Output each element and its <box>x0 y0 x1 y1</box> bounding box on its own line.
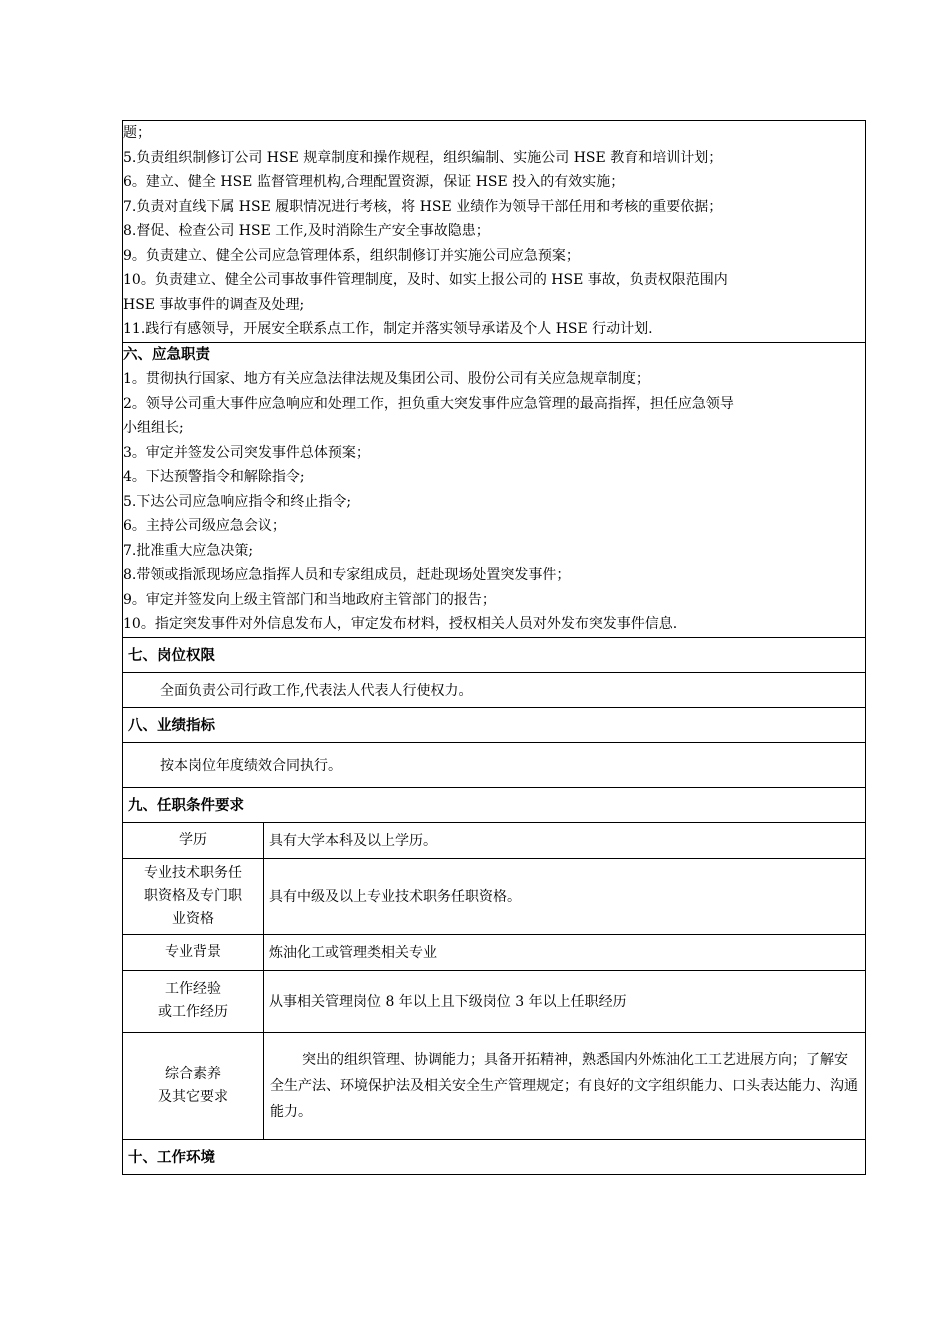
s6-line: 2。领导公司重大事件应急响应和处理工作，担负重大突发事件应急管理的最高指挥，担任应急领导 <box>123 395 734 412</box>
s5-line: 11.践行有感领导，开展安全联系点工作，制定并落实领导承诺及个人 HSE 行动计划. <box>123 321 653 337</box>
requirement-value: 具有大学本科及以上学历。 <box>264 822 866 858</box>
requirement-row-education <box>123 822 866 858</box>
requirement-label <box>123 970 264 1032</box>
section-8-title-row <box>123 707 866 742</box>
requirement-value: 炼油化工或管理类相关专业 <box>264 934 866 970</box>
section-5-continued-row <box>123 121 866 343</box>
s5-line: 7.负责对直线下属 HSE 履职情况进行考核，将 HSE 业绩作为领导干部任用和考核的重要依据； <box>123 198 723 215</box>
s5-line: 6。建立、健全 HSE 监督管理机构,合理配置资源，保证 HSE 投入的有效实施； <box>123 174 625 190</box>
s6-line: 5.下达公司应急响应指令和终止指令; <box>123 493 352 510</box>
label-line: 工作经验 <box>165 981 221 997</box>
section-9-title: 九、任职条件要求 <box>123 787 866 822</box>
section-7-title-row <box>123 637 866 672</box>
label-line: 或工作经历 <box>158 1004 228 1020</box>
s6-line: 1。贯彻执行国家、地方有关应急法律法规及集团公司、股份公司有关应急规章制度； <box>123 371 650 387</box>
requirement-row-qualification <box>123 858 866 934</box>
requirement-value: 突出的组织管理、协调能力；具备开拓精神，熟悉国内外炼油化工工艺进展方向；了解安全生产法、环境保护法及相关安全生产管理规定；有良好的文字组织能力、口头表达能力、沟通能力。 <box>264 1032 866 1139</box>
job-description-table <box>122 120 866 1175</box>
s6-line: 4。下达预警指令和解除指令; <box>123 469 305 485</box>
section-7-title: 七、岗位权限 <box>123 637 866 672</box>
s6-line: 8.带领或指派现场应急指挥人员和专家组成员，赶赴现场处置突发事件； <box>123 567 571 583</box>
s5-line: 题； <box>123 125 151 141</box>
requirement-row-background <box>123 934 866 970</box>
s5-line: 10。负责建立、健全公司事故事件管理制度，及时、如实上报公司的 HSE 事故，负责权限范围内 <box>123 272 728 288</box>
label-line: 业资格 <box>172 910 214 927</box>
s5-line: 8.督促、检查公司 HSE 工作,及时消除生产安全事故隐患； <box>123 223 490 239</box>
label-line: 专业技术职务任 <box>144 864 242 881</box>
label-line: 学历 <box>179 831 207 848</box>
requirement-value: 从事相关管理岗位 8 年以上且下级岗位 3 年以上任职经历 <box>264 970 866 1032</box>
requirement-label <box>123 934 264 970</box>
requirement-row-competency <box>123 1032 866 1139</box>
section-7-content: 全面负责公司行政工作,代表法人代表人行使权力。 <box>123 672 866 707</box>
s6-line: 10。指定突发事件对外信息发布人，审定发布材料，授权相关人员对外发布突发事件信息. <box>123 616 678 632</box>
section-7-content-row <box>123 672 866 707</box>
requirement-label <box>123 858 264 934</box>
s6-line: 9。审定并签发向上级主管部门和当地政府主管部门的报告； <box>123 591 496 608</box>
section-9-title-row <box>123 787 866 822</box>
section-6-row <box>123 342 866 637</box>
requirement-label <box>123 822 264 858</box>
section-6-cell <box>123 342 866 637</box>
section-8-content-row <box>123 742 866 787</box>
section-10-title: 十、工作环境 <box>123 1139 866 1174</box>
section-8-title: 八、业绩指标 <box>123 707 866 742</box>
label-line: 专业背景 <box>165 943 221 960</box>
s6-line: 小组组长; <box>123 420 184 436</box>
label-line: 职资格及专门职 <box>144 887 242 904</box>
s5-line: 5.负责组织制修订公司 HSE 规章制度和操作规程，组织编制、实施公司 HSE 教育和培训计划； <box>123 149 723 166</box>
s5-line: 9。负责建立、健全公司应急管理体系，组织制修订并实施公司应急预案； <box>123 247 580 264</box>
s5-line: HSE 事故事件的调查及处理; <box>123 296 305 313</box>
requirement-value: 具有中级及以上专业技术职务任职资格。 <box>264 858 866 934</box>
section-8-content: 按本岗位年度绩效合同执行。 <box>123 742 866 787</box>
requirement-label <box>123 1032 264 1139</box>
section-5-continued-cell <box>123 121 866 343</box>
section-6-title: 六、应急职责 <box>123 345 210 363</box>
s6-line: 7.批准重大应急决策; <box>123 542 254 559</box>
s6-line: 6。主持公司级应急会议； <box>123 518 286 534</box>
label-line: 综合素养 <box>165 1065 221 1082</box>
label-line: 及其它要求 <box>158 1088 228 1105</box>
section-10-title-row <box>123 1139 866 1174</box>
s6-line: 3。审定并签发公司突发事件总体预案； <box>123 444 370 461</box>
requirement-row-experience <box>123 970 866 1032</box>
